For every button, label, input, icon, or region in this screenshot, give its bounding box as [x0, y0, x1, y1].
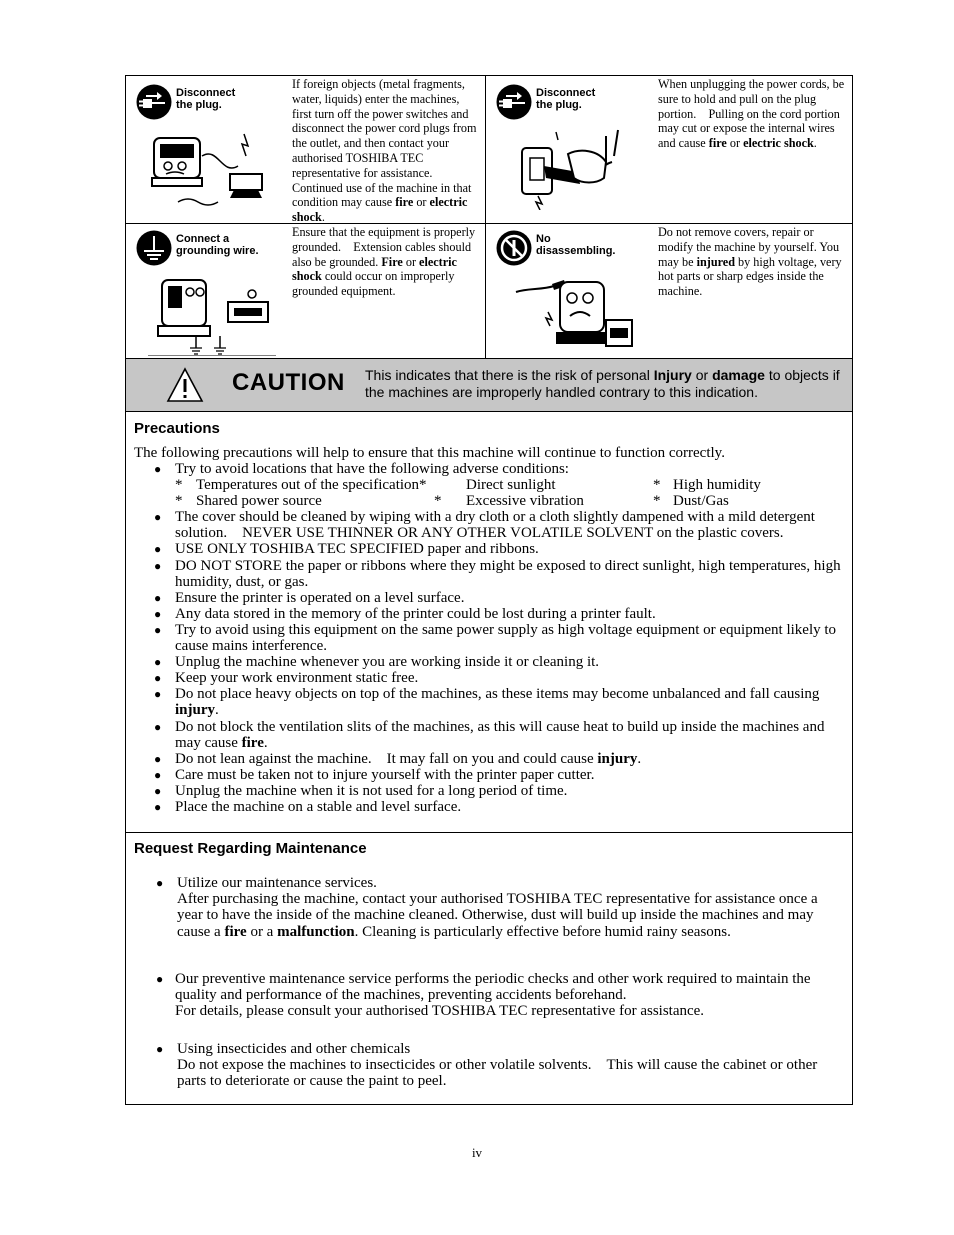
bullet: ● — [154, 558, 162, 573]
precaution-text: Ensure the printer is operated on a level surface. — [175, 589, 465, 606]
bullet: ● — [156, 972, 164, 986]
bullet: ● — [154, 510, 162, 525]
maintenance-item-text: Our preventive maintenance service performs the periodic checks and other work required to maintain the quality and performance of the machines, preventing accidents beforehand. For details, please consult your authorised TOSHIBA TEC representative for assistance. — [175, 971, 811, 1020]
warning-grid — [126, 76, 852, 358]
precaution-text: Place the machine on a stable and level surface. — [175, 798, 462, 815]
safety-frame — [125, 75, 853, 1105]
warning-pictogram — [496, 230, 646, 354]
warning-text: If foreign objects (metal fragments, water, liquids) enter the machines, first turn off the power switches and disconnect the power cord plugs from the outlet, and then contact your authorised TOSHIBA TEC representative for assistance. Continued use of the machine in that condition may cause fire or electric shock. — [292, 77, 477, 225]
bullet: ● — [154, 767, 162, 782]
bullet: ● — [154, 671, 162, 686]
precaution-item — [150, 461, 850, 477]
precautions-list — [150, 461, 850, 815]
condition-text: Temperatures out of the specification* — [196, 477, 427, 494]
warning-text: When unplugging the power cords, be sure to hold and pull on the plug portion. Pulling on the cord portion may cut or expose the internal wires and cause fire or electric shock. — [658, 77, 845, 151]
bullet: ● — [154, 622, 162, 637]
condition-text: * — [653, 477, 661, 494]
precaution-text: Try to avoid using this equipment on the same power supply as high voltage equipment or equipment likely to cause mains interference. — [175, 621, 837, 655]
warning-text: Ensure that the equipment is properly grounded. Extension cables should also be grounded. Fire or electric shock could occur on improperly grounded equipment. — [292, 225, 476, 299]
precaution-text: Keep your work environment static free. — [175, 670, 419, 687]
condition-text: Shared power source — [196, 493, 322, 510]
bullet: ● — [154, 655, 162, 670]
bullet: ● — [154, 462, 162, 476]
hand-pulling-plug-icon — [508, 126, 636, 210]
warning-text: Do not remove covers, repair or modify the machine by yourself. You may be injured by high voltage, very hot parts or sharp edges inside the machine. — [658, 225, 842, 299]
precaution-item — [150, 654, 850, 670]
condition-row — [175, 493, 850, 509]
precaution-text: Do not block the ventilation slits of the machines, as this will cause heat to build up inside the machines and may cause fire. — [175, 718, 825, 751]
maintenance-item — [156, 971, 846, 1020]
plug-icon — [136, 84, 172, 120]
warning-label: Connect a grounding wire. — [176, 233, 259, 257]
bullet: ● — [154, 783, 162, 798]
precaution-item — [150, 590, 850, 606]
caution-heading: CAUTION — [232, 369, 345, 396]
printer-illustration-icon — [148, 126, 276, 210]
condition-row — [175, 477, 850, 493]
caution-banner — [126, 358, 852, 412]
precaution-item — [150, 509, 850, 541]
bullet: ● — [154, 799, 162, 814]
precaution-text: The cover should be cleaned by wiping with a dry cloth or a cloth slightly dampened with a mild detergent solution. NEVER USE THINNER OR ANY OTHER VOLATILE SOLVENT on the plastic covers. — [175, 509, 815, 542]
bullet: ● — [156, 1042, 164, 1056]
warning-label: Disconnect the plug. — [536, 87, 596, 111]
precaution-text: USE ONLY TOSHIBA TEC SPECIFIED paper and ribbons. — [175, 541, 539, 558]
precautions-intro: The following precautions will help to ensure that this machine will continue to function correctly. — [134, 445, 725, 461]
precautions-title: Precautions — [134, 420, 220, 437]
maintenance-item — [156, 875, 846, 940]
condition-text: Excessive vibration — [466, 493, 584, 510]
precaution-item — [150, 799, 850, 815]
bullet: ● — [154, 606, 162, 621]
precaution-text: Any data stored in the memory of the printer could be lost during a printer fault. — [175, 605, 656, 622]
warning-disconnect-plug-pull — [486, 76, 852, 224]
ground-icon — [136, 230, 172, 266]
condition-text: High humidity — [673, 477, 761, 494]
precaution-text: Try to avoid locations that have the following adverse conditions: — [175, 461, 569, 477]
precaution-item — [150, 558, 850, 590]
bullet: ● — [154, 751, 162, 766]
precaution-text: Unplug the machine whenever you are working inside it or cleaning it. — [175, 654, 600, 671]
warning-disconnect-plug-foreign-objects — [126, 76, 486, 224]
precaution-text: Unplug the machine when it is not used for a long period of time. — [175, 782, 568, 799]
page-number: iv — [471, 1145, 483, 1160]
warning-pictogram — [136, 84, 286, 212]
no-disassembly-icon — [496, 230, 532, 266]
precaution-text: DO NOT STORE the paper or ribbons where they might be exposed to direct sunlight, high temperatures, high humidity, dust, or gas. — [175, 557, 841, 590]
precaution-item — [150, 719, 850, 751]
precaution-item — [150, 767, 850, 783]
warning-label: No disassembling. — [536, 233, 616, 257]
precaution-item — [150, 783, 850, 799]
disassembly-illustration-icon — [508, 272, 636, 356]
condition-text: * — [653, 493, 661, 510]
bullet: ● — [154, 719, 162, 734]
precaution-text: Care must be taken not to injure yourself with the printer paper cutter. — [175, 766, 595, 783]
bullet: ● — [156, 876, 164, 890]
precaution-item — [150, 751, 850, 767]
printer-grounded-illustration-icon — [148, 272, 276, 356]
warning-pictogram — [136, 230, 286, 354]
condition-text: * — [175, 477, 183, 494]
warning-grounding-wire — [126, 224, 486, 358]
precaution-text: Do not place heavy objects on top of the machines, as these items may become unbalanced and fall causing injury. — [175, 686, 820, 719]
condition-text: * — [175, 493, 183, 510]
bullet: ● — [154, 590, 162, 605]
precaution-item — [150, 686, 850, 718]
precautions-section — [126, 412, 852, 833]
caution-description: This indicates that there is the risk of personal Injury or damage to objects if the machines are improperly handled contrary to this indication. — [365, 367, 840, 400]
condition-text: Direct sunlight — [466, 477, 556, 494]
condition-text: * — [434, 493, 442, 510]
precaution-item — [150, 606, 850, 622]
adverse-conditions — [150, 477, 850, 509]
warning-triangle-icon — [166, 367, 204, 403]
precaution-text: Do not lean against the machine. It may fall on you and could cause injury. — [175, 750, 642, 767]
maintenance-section — [126, 833, 852, 1104]
warning-no-disassembling — [486, 224, 852, 358]
maintenance-title: Request Regarding Maintenance — [134, 840, 367, 857]
maintenance-item — [156, 1041, 846, 1090]
warning-label: Disconnect the plug. — [176, 87, 236, 111]
bullet: ● — [154, 542, 162, 557]
bullet: ● — [154, 687, 162, 702]
condition-text: Dust/Gas — [673, 493, 729, 510]
warning-pictogram — [496, 84, 646, 212]
precaution-item — [150, 541, 850, 557]
maintenance-item-text: Utilize our maintenance services. After purchasing the machine, contact your authorised TOSHIBA TEC representative for assistance once a year to have the inside of the machine cleaned. Otherwise, dust will build up inside the machines and may cause a fire or a malfunction. Cleaning is particularly effective before humid rainy seasons. — [177, 875, 818, 940]
precaution-item — [150, 622, 850, 654]
plug-icon — [496, 84, 532, 120]
maintenance-item-text: Using insecticides and other chemicals Do not expose the machines to insecticides or other volatile solvents. This will cause the cabinet or other parts to deteriorate or cause the paint to peel. — [177, 1041, 818, 1090]
precaution-item — [150, 670, 850, 686]
